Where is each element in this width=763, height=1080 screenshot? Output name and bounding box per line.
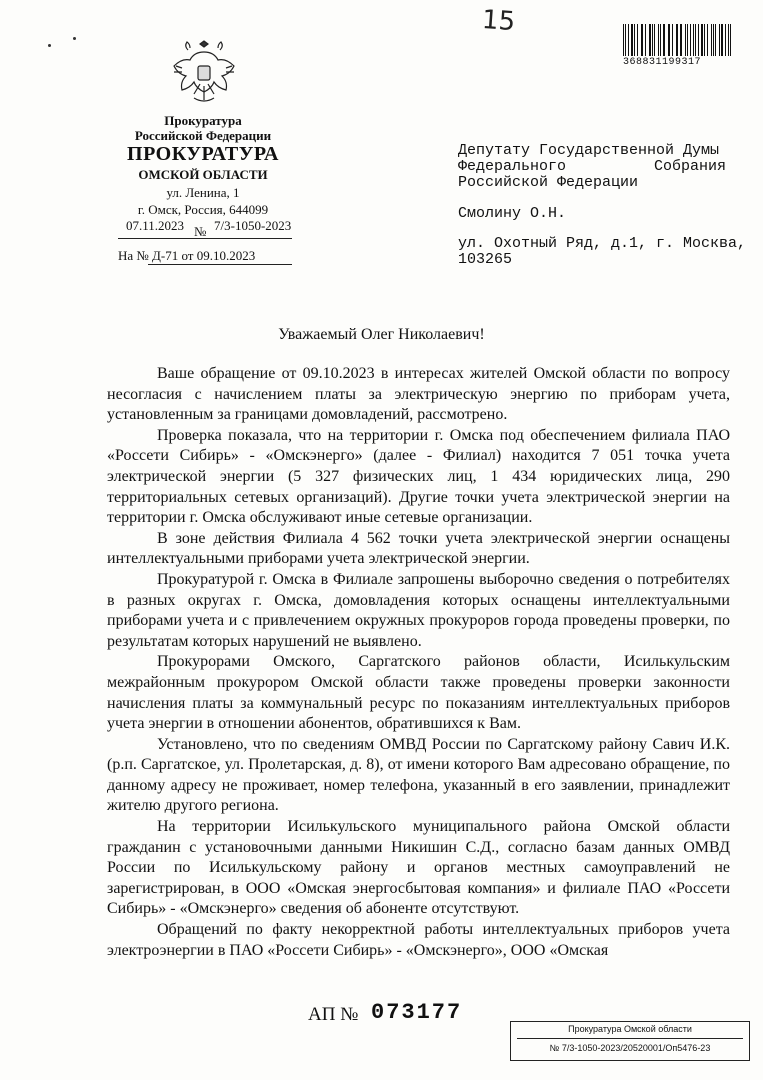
barcode-bar [695, 24, 696, 56]
barcode-bar [698, 24, 699, 56]
barcode-bar [704, 24, 705, 56]
recipient-line3: Российской Федерации [458, 174, 639, 191]
stamp-line1: Прокуратура Омской области [568, 1024, 692, 1034]
stamp-line2: № 7/3-1050-2023/20520001/Оп5476-23 [549, 1043, 711, 1053]
barcode-bar [672, 24, 673, 56]
barcode-bar [677, 24, 678, 56]
sender-office-name: ПРОКУРАТУРА [127, 143, 279, 165]
scan-speck [48, 44, 51, 47]
barcode [623, 24, 733, 68]
reg-underline [118, 238, 292, 239]
ap-label: АП № [308, 1004, 359, 1025]
barcode-bar [641, 24, 642, 56]
barcode-bar [623, 24, 624, 56]
barcode-bar [628, 24, 629, 56]
barcode-bar [660, 24, 661, 56]
paragraph: Ваше обращение от 09.10.2023 в интересах жителей Омской области по вопросу несогласия с начислением платы за электрическую энергию по приборам учета, установленным за границами домовладений, рассмотрено. [107, 365, 730, 424]
barcode-bar [663, 24, 665, 56]
letter-reg-number: 7/3-1050-2023 [214, 218, 292, 233]
barcode-bar [693, 24, 694, 56]
barcode-bar [725, 24, 726, 56]
sender-address-line1: ул. Ленина, 1 [166, 185, 240, 200]
paragraph: Прокурорами Омского, Саргатского районов области, Исилькульским межрайонным прокурором Омской области также проведены проверки законности начисления платы за коммунальный ресурс по показаниям интеллектуальных приборов учета энергии в отношении абонентов, обратившихся к Вам. [107, 653, 730, 733]
paragraph: Проверка показала, что на территории г. Омска под обеспечением филиала ПАО «Россети Сибирь» - «Омскэнерго» (далее - Филиал) находится 7 051 точка учета электрической энергии (5 327 физических лиц, 1 434 юридических лица, 290 территориальных сетевых организаций). Другие точки учета электрической энергии на территории г. Омска обслуживают иные сетевые организации. [107, 426, 730, 527]
barcode-bar [676, 24, 677, 56]
barcode-bar [728, 24, 729, 56]
sender-header-line2: Российской Федерации [134, 128, 272, 143]
barcode-bar [642, 24, 643, 56]
barcode-bar [645, 24, 646, 56]
barcode-bar [713, 24, 714, 56]
barcode-bar [707, 24, 708, 56]
recipient-address-line2: 103265 [458, 251, 513, 268]
ap-number: 073177 [371, 1000, 463, 1025]
paragraph: Обращений по факту некорректной работы интеллектуальных приборов учета электроэнергии в ПАО «Россети Сибирь» - «Омскэнерго», ООО «Омская [107, 921, 730, 959]
salutation: Уважаемый Олег Николаевич! [278, 326, 485, 343]
recipient-line2-left: Федерального [458, 158, 567, 175]
letter-number-sign: № [194, 224, 207, 239]
barcode-bar [625, 24, 626, 56]
barcode-bar [719, 24, 720, 56]
barcode-bar [690, 24, 691, 56]
barcode-bar [649, 24, 651, 56]
barcode-bar [685, 24, 686, 56]
barcode-bar [631, 24, 633, 56]
recipient-line2-right: Собрания [654, 158, 727, 175]
recipient-name: Смолину О.Н. [458, 205, 567, 222]
paragraph: Установлено, что по сведениям ОМВД России по Саргатскому району Савич И.К. (р.п. Саргатское, ул. Пролетарская, д. 8), от имени которого Вам адресовано обращение, по данному адресу не проживает, номер телефона, указанный в его заявлении, принадлежит жителю другого региона. [107, 735, 730, 815]
barcode-bar [654, 24, 655, 56]
recipient-line1: Депутату Государственной Думы [458, 142, 720, 159]
handwritten-page-number: 15 [480, 4, 517, 38]
letter-body [107, 364, 730, 961]
paragraph: Прокуратурой г. Омска в Филиале запрошены выборочно сведения о потребителях в разных округах г. Омска, домовладения которых оснащены интеллектуальными приборами учета и с привлечением окружных прокуроров города проведены проверки, по результатам которых нарушений не выявлено. [107, 570, 730, 650]
registration-stamp [510, 1021, 750, 1061]
scan-speck [73, 37, 76, 40]
barcode-number: 368831199317 [623, 57, 702, 68]
double-headed-eagle-emblem-icon [170, 40, 238, 106]
paragraph: На территории Исилькульского муниципального района Омской области гражданин с установочными данными Никишин С.Д., согласно базам данных ОМВД России по Исилькульскому району и органов местных самоуправлений не зарегистрирован, в ООО «Омская энергосбытовая компания» и филиале ПАО «Россети Сибирь» - «Омскэнерго» сведения об абоненте отсутствуют. [107, 818, 730, 918]
barcode-bars [623, 24, 733, 56]
barcode-bar [701, 24, 703, 56]
reply-underline [148, 264, 292, 265]
barcode-bar [680, 24, 682, 56]
barcode-bar [668, 24, 669, 56]
reply-prefix: На № [118, 248, 149, 263]
barcode-bar [669, 24, 670, 56]
stamp-divider [517, 1038, 743, 1039]
barcode-bar [711, 24, 712, 56]
recipient-address-line1: ул. Охотный Ряд, д.1, г. Москва, [458, 235, 747, 252]
barcode-bar [637, 24, 638, 56]
reply-reference: Д-71 от 09.10.2023 [152, 248, 256, 263]
barcode-bar [658, 24, 659, 56]
paragraph: В зоне действия Филиала 4 562 точки учета электрической энергии оснащены интеллектуальными приборами учета электрической энергии. [107, 529, 730, 568]
sender-office-region: ОМСКОЙ ОБЛАСТИ [138, 167, 268, 182]
barcode-bar [687, 24, 688, 56]
barcode-bar [652, 24, 653, 56]
barcode-bar [634, 24, 635, 56]
letter-date: 07.11.2023 [126, 218, 185, 233]
barcode-bar [730, 24, 731, 56]
barcode-bar [715, 24, 716, 56]
sender-header-line1: Прокуратура [164, 113, 242, 128]
barcode-bar [721, 24, 723, 56]
sender-address-line2: г. Омск, Россия, 644099 [137, 202, 269, 217]
